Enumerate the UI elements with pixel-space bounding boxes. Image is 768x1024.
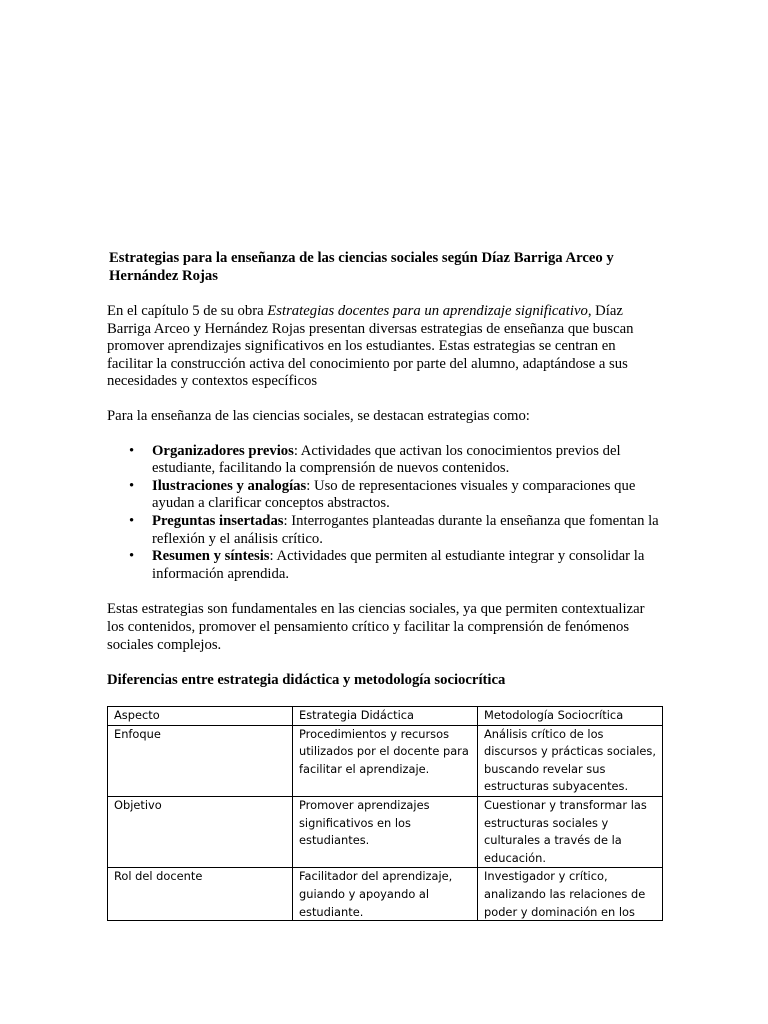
strategies-list	[107, 443, 662, 584]
bullet-icon: •	[129, 548, 135, 565]
table-cell	[108, 868, 293, 921]
list-item	[107, 443, 662, 478]
table-cell-text: Facilitador del aprendizaje, guiando y apoyando al estudiante.	[299, 869, 453, 919]
table-header-cell: Estrategia Didáctica	[293, 707, 478, 726]
strategy-description: : Actividades que permiten al estudiante integrar y consolidar la información aprendida.	[152, 548, 645, 582]
list-item	[107, 548, 662, 583]
table-header-row	[108, 707, 663, 726]
list-item	[107, 513, 662, 548]
table-cell-text: Rol del docente	[114, 869, 203, 884]
table-cell: Cuestionar y transformar las estructuras sociales y culturales a través de la educación.	[478, 797, 663, 868]
intro-work-title: Estrategias docentes para un aprendizaje significativo	[267, 303, 588, 319]
strategy-term: Preguntas insertadas	[152, 512, 284, 529]
table-cell: Objetivo	[108, 797, 293, 868]
table-header-cell: Aspecto	[108, 707, 293, 726]
table-cell-text: Investigador y crítico, analizando las relaciones de poder y dominación en los	[484, 869, 646, 919]
list-item	[107, 478, 662, 513]
strategy-description: : Actividades que activan los conocimientos previos del estudiante, facilitando la comprensión de nuevos contenidos.	[152, 442, 621, 477]
bullet-icon: •	[129, 442, 135, 459]
table-cell	[293, 868, 478, 921]
table-cell: Promover aprendizajes significativos en los estudiantes.	[293, 797, 478, 868]
bullet-icon: •	[129, 477, 135, 494]
closing-paragraph: Estas estrategias son fundamentales en las ciencias sociales, ya que permiten contextualizar los contenidos, promover el pensamiento crítico y facilitar la comprensión de fenómenos sociales complejos.	[107, 601, 645, 653]
bullet-icon: •	[129, 512, 135, 529]
table-title: Diferencias entre estrategia didáctica y metodología sociocrítica	[107, 672, 506, 689]
intro-text-after: , Díaz Barriga Arceo y Hernández Rojas presentan diversas estrategias de enseñanza que buscan promover aprendizajes significativos en los estudiantes. Estas estrategias se centran en facilitar la construcción activa del conocimiento por parte del alumno, adaptándose a sus necesidades y contextos específicos	[107, 303, 634, 390]
table-cell	[478, 868, 663, 921]
table-row	[108, 725, 663, 796]
strategies-lead-paragraph: Para la enseñanza de las ciencias sociales, se destacan estrategias como:	[107, 407, 530, 424]
document-title: Estrategias para la enseñanza de las ciencias sociales según Díaz Barriga Arceo y Hernández Rojas	[109, 250, 614, 284]
strategy-description: : Interrogantes planteadas durante la enseñanza que fomentan la reflexión y el análisis crítico.	[152, 512, 659, 547]
table-cell: Análisis crítico de los discursos y prácticas sociales, buscando revelar sus estructuras subyacentes.	[478, 725, 663, 796]
table-row	[108, 797, 663, 868]
strategy-description: : Uso de representaciones visuales y comparaciones que ayudan a clarificar conceptos abstractos.	[152, 477, 636, 512]
comparison-table	[107, 706, 663, 921]
table-header-cell: Metodología Sociocrítica	[478, 707, 663, 726]
table-row	[108, 868, 663, 921]
intro-paragraph	[107, 303, 662, 391]
strategy-term: Ilustraciones y analogías	[152, 477, 307, 494]
document-content	[107, 249, 662, 921]
table-cell: Enfoque	[108, 725, 293, 796]
strategy-term: Organizadores previos	[152, 442, 294, 459]
strategy-term: Resumen y síntesis	[152, 548, 270, 565]
intro-text-before: En el capítulo 5 de su obra	[107, 303, 268, 319]
table-cell: Procedimientos y recursos utilizados por el docente para facilitar el aprendizaje.	[293, 725, 478, 796]
